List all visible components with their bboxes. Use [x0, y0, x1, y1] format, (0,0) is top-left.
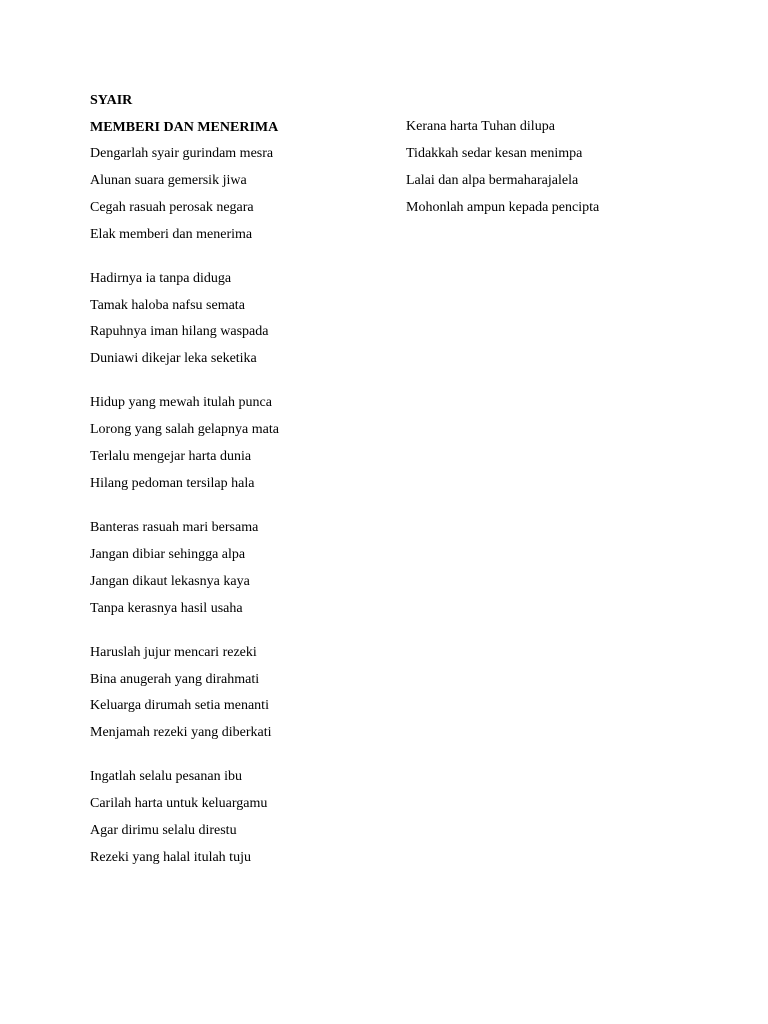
poem-line: Lalai dan alpa bermaharajalela: [406, 172, 579, 188]
left-column: [90, 145, 279, 893]
poem-line: Carilah harta untuk keluargamu: [90, 796, 268, 812]
stanza: [90, 519, 279, 618]
poem-line: Bina anugerah yang dirahmati: [90, 671, 260, 687]
poem-line: Lorong yang salah gelapnya mata: [90, 422, 279, 438]
poem-line: Duniawi dikejar leka seketika: [90, 351, 257, 367]
poem-line: Ingatlah selalu pesanan ibu: [90, 769, 243, 785]
poem-line: Mohonlah ampun kepada pencipta: [406, 199, 600, 215]
poem-line: Rezeki yang halal itulah tuju: [90, 850, 251, 866]
stanza: [90, 644, 279, 743]
poem-line: Alunan suara gemersik jiwa: [90, 172, 247, 188]
stanza: [90, 394, 279, 493]
poem-line: Agar dirimu selalu direstu: [90, 823, 237, 839]
poem-line: Elak memberi dan menerima: [90, 226, 253, 242]
poem-line: Kerana harta Tuhan dilupa: [406, 119, 555, 134]
poem-title-heading: MEMBERI DAN MENERIMA: [90, 120, 279, 135]
poem-type-heading: SYAIR: [90, 93, 133, 108]
poem-line: Hilang pedoman tersilap hala: [90, 476, 255, 492]
poem-line: Tamak haloba nafsu semata: [90, 297, 245, 313]
stanza: [90, 270, 279, 369]
poem-line: Tanpa kerasnya hasil usaha: [90, 600, 243, 616]
right-column: [406, 118, 599, 243]
poem-line: Rapuhnya iman hilang waspada: [90, 324, 269, 340]
poem-line: Menjamah rezeki yang diberkati: [90, 725, 272, 741]
poem-line: Hadirnya ia tanpa diduga: [90, 270, 232, 286]
poem-line: Jangan dikaut lekasnya kaya: [90, 573, 250, 589]
poem-line: Keluarga dirumah setia menanti: [90, 698, 269, 714]
poem-line: Haruslah jujur mencari rezeki: [90, 644, 257, 660]
poem-line: Hidup yang mewah itulah punca: [90, 395, 272, 411]
poem-line: Cegah rasuah perosak negara: [90, 199, 254, 215]
poem-line: Terlalu mengejar harta dunia: [90, 449, 252, 465]
poem-line: Banteras rasuah mari bersama: [90, 520, 259, 536]
stanza: [90, 768, 279, 867]
poem-line: Dengarlah syair gurindam mesra: [90, 146, 274, 161]
poem-line: Jangan dibiar sehingga alpa: [90, 546, 246, 562]
poem-line: Tidakkah sedar kesan menimpa: [406, 145, 583, 161]
stanza: [90, 145, 279, 244]
stanza: [406, 118, 599, 217]
